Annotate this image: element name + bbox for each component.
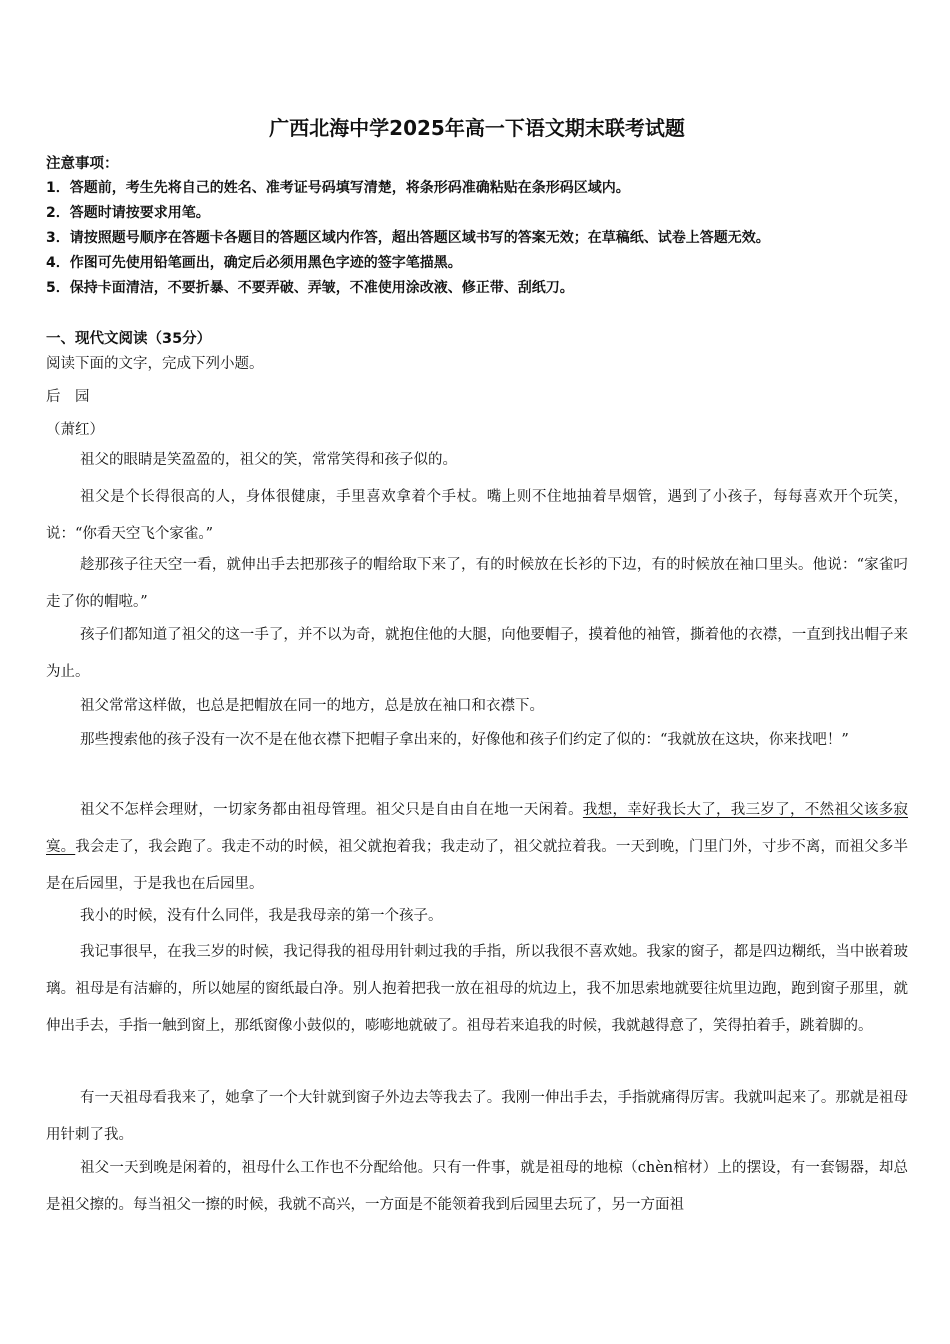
article-paragraph: 祖父的眼睛是笑盈盈的，祖父的笑，常常笑得和孩子似的。 (80, 452, 457, 468)
notice-item: 3．请按照题号顺序在答题卡各题目的答题区域内作答，超出答题区域书写的答案无效；在草稿纸、试卷上答题无效。 (46, 230, 770, 246)
article-paragraph: 趁那孩子往天空一看，就伸出手去把那孩子的帽给取下来了，有的时候放在长衫的下边，有的时候放在袖口里头。他说：“家雀叼走了你的帽啦。” (46, 557, 908, 610)
notice-heading: 注意事项： (46, 156, 119, 172)
article-title: 后 园 (46, 389, 90, 405)
article-paragraph: 祖父一天到晚是闲着的，祖母什么工作也不分配给他。只有一件事，就是祖母的地椋（chèn棺材）上的摆设，有一套锡器，却总是祖父擦的。每当祖父一擦的时候，我就不高兴，一方面是不能领着我到后园里去玩了，另一方面祖 (46, 1160, 908, 1213)
article-paragraph: 有一天祖母看我来了，她拿了一个大针就到窗子外边去等我去了。我刚一伸出手去，手指就痛得厉害。我就叫起来了。那就是祖母用针刺了我。 (46, 1090, 908, 1143)
paragraph-text: 我会走了，我会跑了。我走不动的时候，祖父就抱着我；我走动了，祖父就拉着我。一天到晚，门里门外，寸步不离，而祖父多半是在后园里，于是我也在后园里。 (46, 839, 909, 892)
notice-item: 5．保持卡面清洁，不要折暴、不要弄破、弄皱，不准使用涂改液、修正带、刮纸刀。 (46, 280, 574, 296)
article-paragraph: 我记事很早，在我三岁的时候，我记得我的祖母用针刺过我的手指，所以我很不喜欢她。我家的窗子，都是四边糊纸，当中嵌着玻璃。祖母是有洁癖的，所以她屋的窗纸最白净。别人抱着把我一放在祖母的炕边上，我不加思索地就要往炕里边跑，跑到窗子那里，就伸出手去，手指一触到窗上，那纸窗像小鼓似的，嘭嘭地就破了。祖母若来追我的时候，我就越得意了，笑得拍着手，跳着脚的。 (46, 944, 908, 1034)
reading-instruction: 阅读下面的文字，完成下列小题。 (46, 356, 264, 372)
notice-item: 4．作图可先使用铅笔画出，确定后必须用黑色字迹的签字笔描黑。 (46, 255, 462, 271)
page-title: 广西北海中学2025年高一下语文期末联考试题 (269, 116, 685, 140)
article-paragraph-underlined (46, 792, 908, 903)
section-heading: 一、现代文阅读（35分） (46, 331, 212, 347)
article-paragraph: 我小的时候，没有什么同伴，我是我母亲的第一个孩子。 (80, 908, 443, 924)
notice-item: 1．答题前，考生先将自己的姓名、准考证号码填写清楚，将条形码准确粘贴在条形码区域内。 (46, 180, 630, 196)
article-author: （萧红） (46, 422, 104, 438)
notice-item: 2．答题时请按要求用笔。 (46, 205, 210, 221)
article-paragraph: 那些搜索他的孩子没有一次不是在他衣襟下把帽子拿出来的，好像他和孩子们约定了似的：“我就放在这块，你来找吧！” (80, 732, 849, 748)
paragraph-text: 祖父不怎样会理财，一切家务都由祖母管理。祖父只是自由自在地一天闲着。 (80, 802, 583, 818)
article-paragraph: 祖父常常这样做，也总是把帽放在同一的地方，总是放在袖口和衣襟下。 (80, 698, 544, 714)
underlined-sentence: 我想，幸好我长大了，我三岁了，不然祖父该多寂寞。 (46, 802, 908, 855)
article-paragraph: 孩子们都知道了祖父的这一手了，并不以为奇，就抱住他的大腿，向他要帽子，摸着他的袖管，撕着他的衣襟，一直到找出帽子来为止。 (46, 627, 908, 680)
article-paragraph: 祖父是个长得很高的人，身体很健康，手里喜欢拿着个手杖。嘴上则不住地抽着旱烟管，遇到了小孩子，每每喜欢开个玩笑，说：“你看天空飞个家雀。” (46, 489, 908, 542)
